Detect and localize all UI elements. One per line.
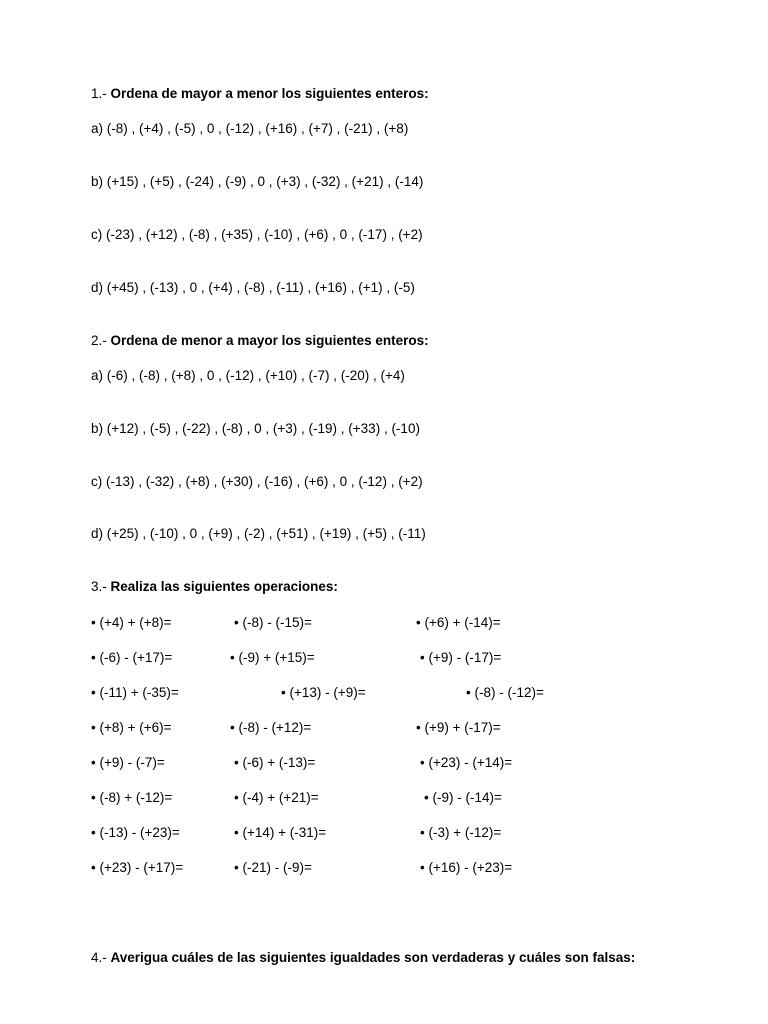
section-1-item-d: d) (+45) , (-13) , 0 , (+4) , (-8) , (-11) , (+16) , (+1) , (-5) bbox=[91, 280, 415, 295]
operation-item: • (-8) - (-12)= bbox=[466, 685, 544, 700]
operation-item: • (+4) + (+8)= bbox=[91, 615, 172, 630]
section-2-heading bbox=[91, 333, 429, 349]
section-4-heading bbox=[91, 950, 635, 966]
section-1-number: 1.- bbox=[91, 86, 107, 101]
section-1-title: Ordena de mayor a menor los siguientes enteros: bbox=[110, 86, 429, 101]
section-2-title: Ordena de menor a mayor los siguientes enteros: bbox=[110, 333, 429, 348]
section-2-item-b: b) (+12) , (-5) , (-22) , (-8) , 0 , (+3) , (-19) , (+33) , (-10) bbox=[91, 421, 420, 436]
section-1-item-c: c) (-23) , (+12) , (-8) , (+35) , (-10) , (+6) , 0 , (-17) , (+2) bbox=[91, 227, 423, 242]
section-2-number: 2.- bbox=[91, 333, 107, 348]
section-3-title: Realiza las siguientes operaciones: bbox=[110, 579, 338, 594]
operation-item: • (+9) - (-17)= bbox=[420, 650, 502, 665]
section-2-item-d: d) (+25) , (-10) , 0 , (+9) , (-2) , (+51) , (+19) , (+5) , (-11) bbox=[91, 526, 426, 541]
section-1-item-a: a) (-8) , (+4) , (-5) , 0 , (-12) , (+16) , (+7) , (-21) , (+8) bbox=[91, 121, 409, 136]
operation-item: • (-13) - (+23)= bbox=[91, 825, 180, 840]
section-2-item-a: a) (-6) , (-8) , (+8) , 0 , (-12) , (+10) , (-7) , (-20) , (+4) bbox=[91, 368, 405, 383]
section-3-number: 3.- bbox=[91, 579, 107, 594]
operation-item: • (+23) - (+14)= bbox=[420, 755, 513, 770]
operation-item: • (+23) - (+17)= bbox=[91, 860, 184, 875]
operation-item: • (+6) + (-14)= bbox=[416, 615, 501, 630]
operation-item: • (-3) + (-12)= bbox=[420, 825, 502, 840]
operation-item: • (+13) - (+9)= bbox=[281, 685, 366, 700]
operation-item: • (-6) - (+17)= bbox=[91, 650, 173, 665]
operation-item: • (+9) - (-7)= bbox=[91, 755, 165, 770]
section-4-number: 4.- bbox=[91, 950, 107, 965]
operation-item: • (+16) - (+23)= bbox=[420, 860, 513, 875]
section-3-heading bbox=[91, 579, 338, 595]
operation-item: • (+8) + (+6)= bbox=[91, 720, 172, 735]
section-1-heading bbox=[91, 86, 429, 102]
section-1-item-b: b) (+15) , (+5) , (-24) , (-9) , 0 , (+3) , (-32) , (+21) , (-14) bbox=[91, 174, 424, 189]
operation-item: • (-6) + (-13)= bbox=[234, 755, 316, 770]
operation-item: • (-8) - (-15)= bbox=[234, 615, 312, 630]
operation-item: • (-8) - (+12)= bbox=[230, 720, 312, 735]
operation-item: • (+14) + (-31)= bbox=[234, 825, 327, 840]
operation-item: • (-21) - (-9)= bbox=[234, 860, 312, 875]
section-4-title: Averigua cuáles de las siguientes igualdades son verdaderas y cuáles son falsas: bbox=[110, 950, 636, 965]
operation-item: • (-8) + (-12)= bbox=[91, 790, 173, 805]
operation-item: • (-4) + (+21)= bbox=[234, 790, 319, 805]
section-2-item-c: c) (-13) , (-32) , (+8) , (+30) , (-16) , (+6) , 0 , (-12) , (+2) bbox=[91, 474, 423, 489]
operation-item: • (+9) + (-17)= bbox=[416, 720, 501, 735]
operation-item: • (-9) - (-14)= bbox=[424, 790, 502, 805]
operation-item: • (-9) + (+15)= bbox=[230, 650, 315, 665]
operation-item: • (-11) + (-35)= bbox=[91, 685, 179, 700]
